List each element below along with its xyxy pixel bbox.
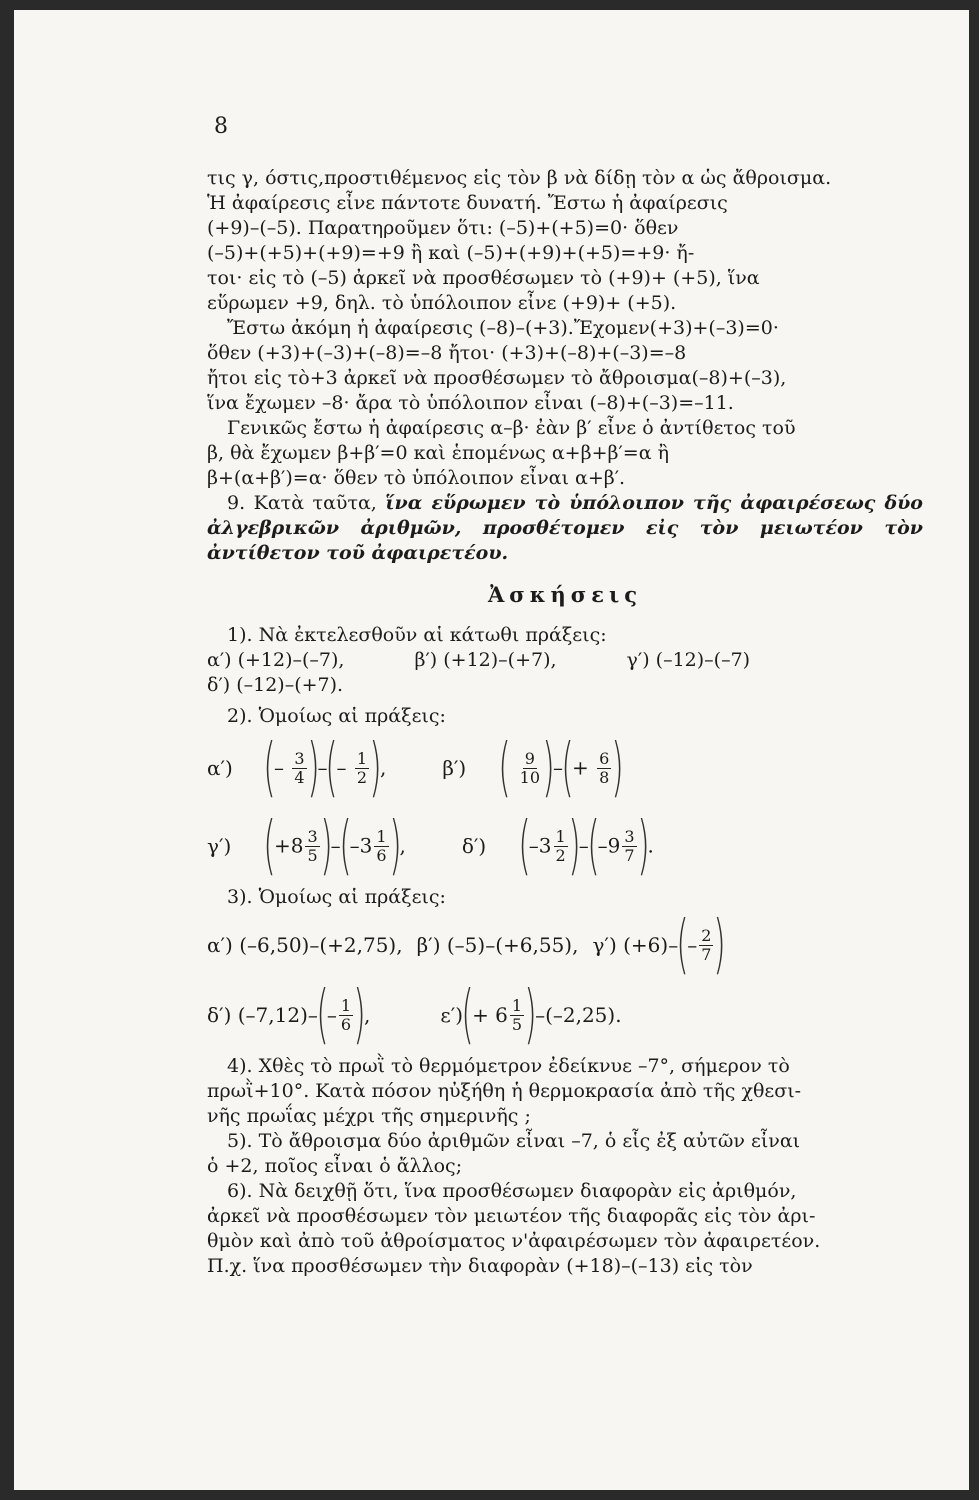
numerator: 3 bbox=[624, 826, 635, 846]
denominator: 8 bbox=[599, 767, 610, 787]
exercise-item: α′) (–6,50)–(+2,75), bbox=[207, 932, 403, 957]
text-line: β, θὰ ἔχωμεν β+β′=0 καὶ ἑπομένως α+β+β′=α ἢ bbox=[207, 442, 669, 464]
denominator: 2 bbox=[356, 767, 367, 787]
exercise-item: δ′) (–12)–(+7). bbox=[207, 674, 344, 696]
exercise-title: 2). Ὁμοίως αἱ πράξεις: bbox=[227, 705, 446, 727]
general-paragraph bbox=[207, 416, 923, 491]
sign: + 6 bbox=[472, 1002, 508, 1027]
numerator: 1 bbox=[356, 748, 367, 768]
text-line: τοι· εἰς τὸ (–5) ἀρκεῖ νὰ προσθέσωμεν τὸ (+9)+ (+5), ἵνα bbox=[207, 267, 760, 289]
exercise-item: α′) (+12)–(–7), bbox=[207, 649, 345, 671]
fraction bbox=[554, 828, 568, 865]
fraction bbox=[699, 927, 713, 964]
text-line: ὁ +2, ποῖος εἶναι ὁ ἄλλος; bbox=[207, 1155, 463, 1177]
numerator: 1 bbox=[340, 995, 352, 1015]
exercise-title: 1). Νὰ ἐκτελεσθοῦν αἱ κάτωθι πράξεις: bbox=[227, 624, 607, 646]
sign: –3 bbox=[349, 833, 373, 858]
text-line: πρωῒ+10°. Κατὰ πόσον ηὐξήθη ἡ θερμοκρασία ἀπὸ τῆς χθεσι- bbox=[207, 1080, 802, 1102]
book-page bbox=[14, 10, 969, 1490]
denominator: 6 bbox=[340, 1014, 352, 1034]
item-label: β′) bbox=[442, 755, 467, 780]
rule-number: 9. Κατὰ ταῦτα, bbox=[227, 492, 377, 514]
exercise-1 bbox=[207, 623, 923, 698]
sign: – bbox=[326, 1002, 337, 1027]
text-line: θμὸν καὶ ἀπὸ τοῦ ἀθροίσματος ν'ἀφαιρέσωμεν τὸν ἀφαιρετέον. bbox=[207, 1230, 821, 1252]
fraction bbox=[374, 828, 388, 865]
exercise-row: α′) (–6,50)–(+2,75), β′) (–5)–(+6,55), γ′) (+6)– ( – $\frac{2}{7}$ ) bbox=[207, 908, 727, 982]
text-line: β+(α+β′)=α· ὅθεν τὸ ὑπόλοιπον εἶναι α+β′. bbox=[207, 467, 626, 489]
text-line: ἵνα ἔχωμεν –8· ἄρα τὸ ὑπόλοιπον εἶναι (–8)+(–3)=–11. bbox=[207, 392, 734, 414]
text-line: τις γ, όστις,προστιθέμενος εἰς τὸν β νὰ δίδῃ τὸν α ὡς ἄθροισμα. bbox=[207, 167, 832, 189]
fraction-expression: ( $\frac{9}{10}$ )–(+ $\frac{6}{8}$ ) bbox=[498, 731, 624, 805]
sign: + bbox=[571, 755, 589, 780]
exercise-item: γ′) (+6)– bbox=[592, 932, 679, 957]
fraction bbox=[292, 750, 306, 787]
exercise-2 bbox=[207, 704, 923, 885]
fraction bbox=[305, 828, 319, 865]
denominator: 7 bbox=[701, 944, 712, 964]
denominator: 10 bbox=[519, 767, 541, 787]
denominator: 2 bbox=[555, 845, 566, 865]
text-line: Π.χ. ἵνα προσθέσωμεν τὴν διαφορὰν (+18)–(–13) εἰς τὸν bbox=[207, 1255, 753, 1277]
numerator: 6 bbox=[599, 748, 610, 768]
fraction bbox=[355, 750, 369, 787]
text-line: ἀρκεῖ νὰ προσθέσωμεν τὸν μειωτέον τῆς διαφορᾶς εἰς τὸν ἀρι- bbox=[207, 1205, 816, 1227]
denominator: 6 bbox=[376, 845, 387, 865]
text-line: ὅθεν (+3)+(–3)+(–8)=–8 ἤτοι· (+3)+(–8)+(–3)=–8 bbox=[207, 342, 687, 364]
text-line: (+9)–(–5). Παρατηροῦμεν ὅτι: (–5)+(+5)=0· ὅθεν bbox=[207, 217, 679, 239]
fraction bbox=[518, 750, 542, 787]
text-line: Ἔστω ἀκόμη ἡ ἀφαίρεσις (–8)–(+3).Ἔχομεν(+3)+(–3)=0· bbox=[227, 317, 779, 339]
text-line: Γενικῶς ἔστω ἡ ἀφαίρεσις α–β· ἐὰν β′ εἶνε ὁ ἀντίθετος τοῦ bbox=[227, 417, 796, 439]
text-line: (–5)+(+5)+(+9)=+9 ἢ καὶ (–5)+(+9)+(+5)=+9· ἤ- bbox=[207, 242, 695, 264]
text-line: 4). Χθὲς τὸ πρωῒ τὸ θερμόμετρον ἐδείκνυε –7°, σήμερον τὸ bbox=[227, 1055, 790, 1077]
page-number: 8 bbox=[214, 114, 228, 139]
rule-paragraph bbox=[207, 491, 923, 566]
exercise-6 bbox=[207, 1179, 923, 1279]
rule-text: ἵνα εὕρωμεν τὸ ὑπόλοιπον τῆς ἀφαιρέσεως δύο ἀλγεβρικῶν ἀριθμῶν, προσθέτομεν εἰς τὸν μειωτέον τὸν ἀντίθετον τοῦ ἀφαιρετέου. bbox=[207, 492, 923, 564]
item-label: γ′) bbox=[207, 833, 232, 858]
exercise-row: δ′) (–7,12)– ( – $\frac{1}{6}$ ) , ε′) ( + 6 $\frac{1}{5}$ ) –(–2,25). bbox=[207, 978, 622, 1052]
sign: – bbox=[273, 755, 284, 780]
fraction bbox=[622, 828, 636, 865]
exercise-item: β′) (+12)–(+7), bbox=[414, 649, 557, 671]
numerator: 9 bbox=[524, 748, 535, 768]
text-line: 6). Νὰ δειχθῇ ὅτι, ἵνα προσθέσωμεν διαφορὰν εἰς ἀριθμόν, bbox=[227, 1180, 797, 1202]
text-line: ἤτοι εἰς τὸ+3 ἀρκεῖ νὰ προσθέσωμεν τὸ ἄθροισμα(–8)+(–3), bbox=[207, 367, 787, 389]
fraction bbox=[510, 997, 524, 1034]
exercise-5 bbox=[207, 1129, 923, 1179]
page-body bbox=[207, 166, 923, 1279]
item-label: α′) bbox=[207, 755, 233, 780]
exercise-item: ε′) bbox=[440, 1002, 464, 1027]
intro-paragraph bbox=[207, 166, 923, 416]
sign: – bbox=[687, 932, 698, 957]
sign: – bbox=[336, 755, 347, 780]
denominator: 5 bbox=[307, 845, 318, 865]
exercise-item: γ′) (–12)–(–7) bbox=[626, 649, 751, 671]
numerator: 1 bbox=[511, 995, 523, 1015]
text-line: Ἡ ἀφαίρεσις εἶνε πάντοτε δυνατή. Ἔστω ἡ ἀφαίρεσις bbox=[207, 192, 728, 214]
numerator: 2 bbox=[701, 925, 712, 945]
exercise-3 bbox=[207, 885, 923, 1050]
denominator: 7 bbox=[624, 845, 635, 865]
numerator: 1 bbox=[555, 826, 566, 846]
numerator: 3 bbox=[307, 826, 318, 846]
sign: +8 bbox=[273, 833, 304, 858]
expression-tail: –(–2,25). bbox=[535, 1002, 622, 1027]
sign: –3 bbox=[528, 833, 552, 858]
fraction-expression: (+8 $\frac{3}{5}$ )–(–3 $\frac{1}{6}$ ), bbox=[263, 809, 406, 883]
exercise-item: δ′) (–7,12)– bbox=[207, 1002, 318, 1027]
denominator: 5 bbox=[511, 1014, 523, 1034]
exercise-title: 3). Ὁμοίως αἱ πράξεις: bbox=[227, 886, 446, 908]
fraction bbox=[597, 750, 611, 787]
exercise-row bbox=[207, 648, 923, 673]
fraction bbox=[339, 997, 353, 1034]
item-label: δ′) bbox=[461, 833, 487, 858]
exercise-row bbox=[207, 729, 923, 807]
numerator: 3 bbox=[294, 748, 305, 768]
text-line: εὕρωμεν +9, δηλ. τὸ ὑπόλοιπον εἶνε (+9)+ (+5). bbox=[207, 292, 677, 314]
fraction-expression: (–3 $\frac{1}{2}$ )–(–9 $\frac{3}{7}$ ). bbox=[518, 809, 654, 883]
exercise-item: β′) (–5)–(+6,55), bbox=[416, 932, 579, 957]
text-line: 5). Τὸ ἄθροισμα δύο ἀριθμῶν εἶναι –7, ὁ εἷς ἐξ αὐτῶν εἶναι bbox=[227, 1130, 801, 1152]
sign: –9 bbox=[597, 833, 621, 858]
denominator: 4 bbox=[294, 767, 305, 787]
text-line: νῆς πρωΐας μέχρι τῆς σημερινῆς ; bbox=[207, 1105, 531, 1127]
fraction-expression: (– $\frac{3}{4}$ )–(– $\frac{1}{2}$ ), bbox=[263, 731, 387, 805]
exercises-heading: Ἀσκήσεις bbox=[488, 582, 642, 607]
exercise-4 bbox=[207, 1054, 923, 1129]
exercise-row bbox=[207, 807, 923, 885]
numerator: 1 bbox=[376, 826, 387, 846]
